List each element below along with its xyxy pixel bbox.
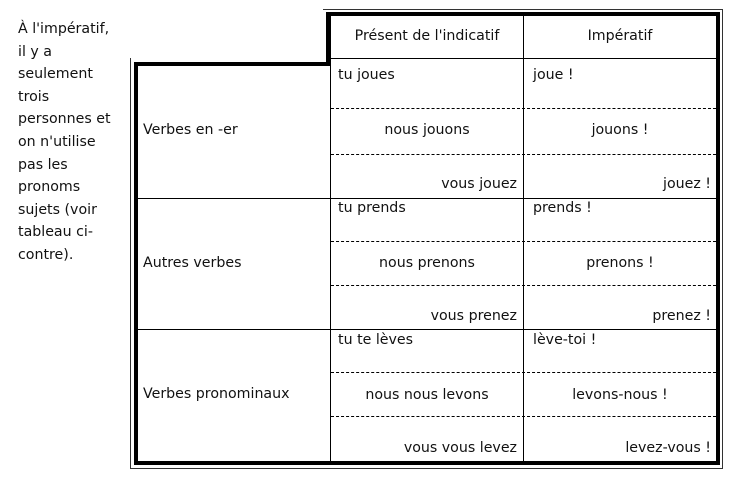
indicatif-cell: nous prenons [379, 255, 475, 271]
row-divider [331, 416, 716, 417]
indicatif-cell: tu joues [338, 67, 395, 83]
group-label-er: Verbes en -er [143, 122, 238, 138]
imperatif-cell: prenez ! [652, 308, 711, 324]
row-divider [331, 108, 716, 109]
group-label-pronominaux: Verbes pronominaux [143, 386, 290, 402]
imperatif-cell: jouons ! [591, 122, 649, 138]
imperatif-cell: prends ! [533, 200, 592, 216]
imperatif-cell: levons-nous ! [572, 387, 668, 403]
header-indicatif: Présent de l'indicatif [354, 28, 500, 44]
imperatif-cell: joue ! [533, 67, 574, 83]
imperatif-cell: levez-vous ! [625, 440, 711, 456]
indicatif-cell: tu te lèves [338, 332, 414, 348]
frame-right [716, 12, 720, 465]
frame-step-top [134, 62, 330, 66]
indicatif-cell: vous jouez [441, 176, 517, 192]
indicatif-cell: nous jouons [384, 122, 470, 138]
side-note: À l'impératif, il y a seulement trois personnes et on n'utilise pas les pronoms sujets (voir tableau ci- contre). [18, 21, 111, 263]
imperatif-cell: jouez ! [663, 176, 711, 192]
group-divider-2 [138, 329, 716, 330]
row-divider [331, 241, 716, 242]
indicatif-cell: vous vous levez [403, 440, 517, 456]
group-divider-1 [138, 198, 716, 199]
indicatif-cell: vous prenez [430, 308, 517, 324]
group-label-autres: Autres verbes [143, 255, 242, 271]
imperatif-cell: prenons ! [586, 255, 654, 271]
row-divider [331, 154, 716, 155]
row-divider [331, 372, 716, 373]
indicatif-cell: tu prends [338, 200, 406, 216]
frame-left [134, 62, 138, 465]
frame-bottom [134, 461, 720, 465]
row-divider [331, 285, 716, 286]
header-imperatif: Impératif [587, 28, 653, 44]
imperatif-cell: lève-toi ! [533, 332, 597, 348]
indicatif-cell: nous nous levons [365, 387, 489, 403]
